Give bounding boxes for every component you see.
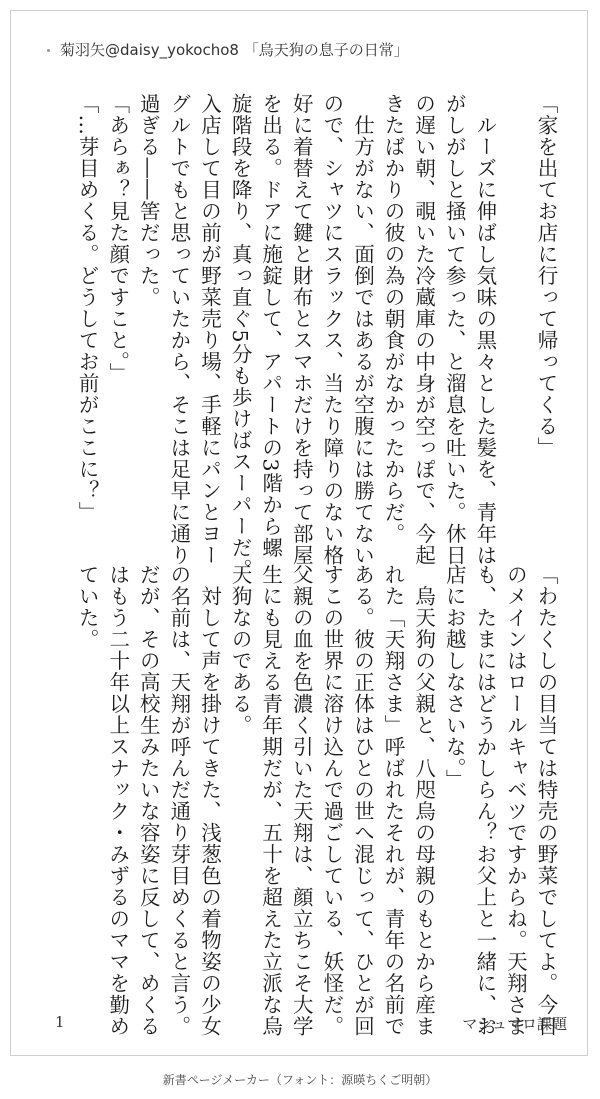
text-column: の名前は、天翔が呼んだ通り芽目めくると言う。: [166, 564, 191, 1037]
footer-title: マシュマロ課題: [462, 1015, 567, 1033]
generator-credit: 新書ページメーカー（フォント：源暎ちくご明朝）: [162, 1073, 438, 1087]
text-column: れた「天翔さま」呼ばれたそれが、青年の名前で: [381, 564, 406, 1037]
text-column: 生にも見える青年期だが、五十を超えた立派な烏: [258, 564, 283, 1037]
text-column: 烏天狗の父親と、八咫烏の母親のもとから産ま: [411, 564, 436, 1037]
text-column: 「家を出てお店に行って帰ってくる」: [534, 93, 558, 459]
text-column: のメインはロールキャベツですからね。天翔さま: [503, 564, 528, 1037]
text-column: も、たまにはどうかしらん？お父上と一緒に、お: [472, 564, 497, 1037]
text-column: 「…芽目めくる。どうしてお前がここに？」: [75, 93, 100, 523]
header-text: 菊羽矢@daisy_yokocho8 「烏天狗の息子の日常」: [60, 41, 409, 59]
text-column: を出る。ドアに施錠して、アパートの3階から螺: [258, 93, 283, 559]
text-column: 対して声を掛けてきた、浅葱色の着物姿の少女: [197, 564, 222, 1037]
text-column: 「あらぁ？見た顔ですこと。」: [105, 93, 130, 384]
text-column: の遅い朝、覗いた冷蔵庫の中身が空っぽで、今起: [411, 93, 436, 566]
text-column: 父親の血を色濃く引いた天翔は、顔立ちこそ大学: [289, 564, 314, 1037]
text-column: すこの世界に溶け込んで過ごしている、妖怪だ。: [319, 564, 344, 1037]
text-column: ので、シャツにスラックス、当たり障りのない格: [319, 93, 344, 566]
text-column: グルトでもと思っていたから、そこは足早に通り: [166, 93, 191, 566]
top-text-block: [59, 93, 561, 581]
page-number: 1: [55, 1013, 65, 1031]
text-column: 好に着替えて鍵と財布とスマホだけを持って部屋: [289, 93, 314, 566]
text-column: [500, 93, 531, 533]
text-column: 天狗なのである。: [228, 564, 253, 736]
text-column: きたばかりの彼の為の朝食がなかったからだ。: [381, 93, 406, 545]
text-column: 店にお越しなさいな。」: [442, 564, 467, 791]
text-column: がしがしと掻いて参った、と溜息を吐いた。休日: [442, 93, 467, 566]
text-column: ある。彼の正体はひとの世へ混じって、ひとが回: [350, 564, 375, 1037]
text-column: ルーズに伸ばし気味の黒々とした髪を、青年は: [472, 93, 497, 566]
text-column: はもう二十年以上スナック・みずるのママを勤め: [105, 564, 130, 1037]
bullet-icon: [47, 49, 50, 52]
text-column: 入店して目の前が野菜売り場、手軽にパンとヨー: [197, 93, 222, 566]
text-column: 「わたくしの目当ては特売の野菜でしてよ。今日: [534, 564, 558, 1037]
text-column: 旋階段を降り、真っ直ぐ5分も歩けばスーパーだ。: [228, 93, 253, 581]
text-column: 仕方がない、面倒ではあるが空腹には勝てない: [350, 93, 375, 566]
text-column: だが、その高校生みたいな容姿に反して、めくる: [136, 564, 161, 1037]
text-column: 過ぎる――筈だった。: [136, 93, 161, 308]
text-column: ていた。: [75, 564, 100, 650]
page-header: [47, 39, 409, 60]
book-page: [10, 10, 588, 1056]
